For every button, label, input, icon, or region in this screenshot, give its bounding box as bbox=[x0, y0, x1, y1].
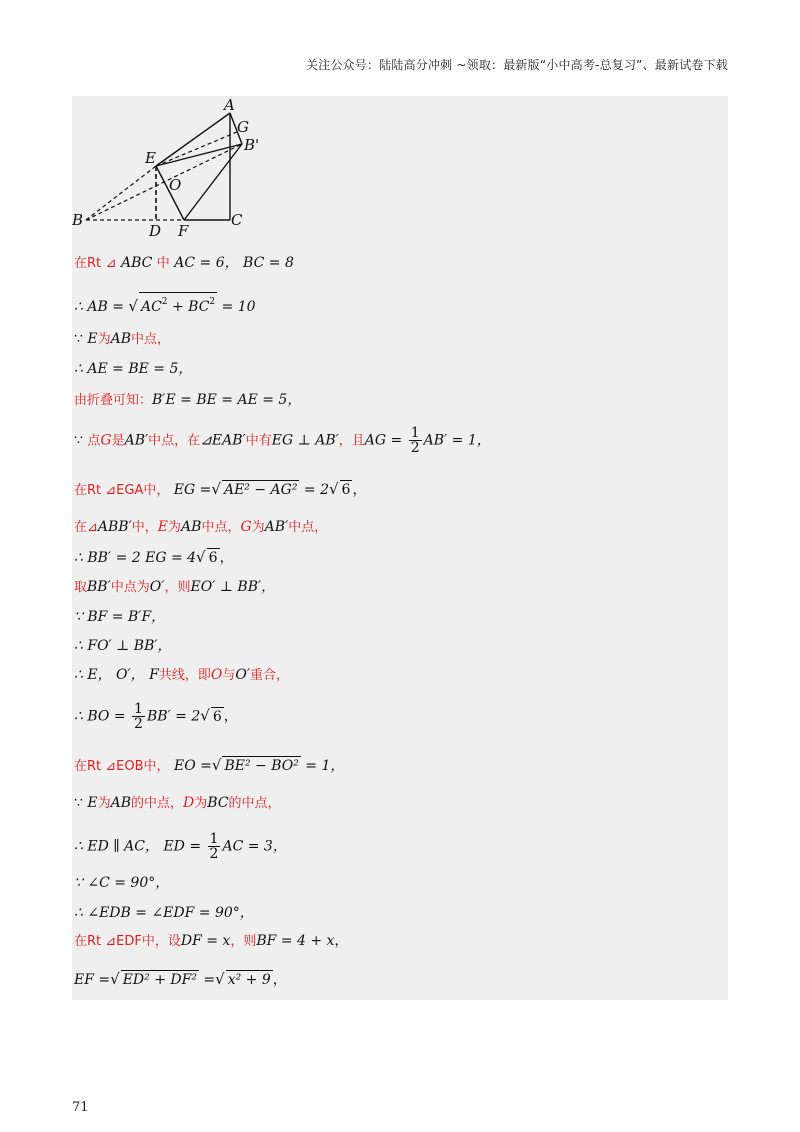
line-12: ∴ FO′ ⊥ BB′， bbox=[74, 638, 172, 654]
label-B-prime: B' bbox=[244, 136, 260, 154]
segment-FB-prime bbox=[184, 144, 242, 220]
line-21: EF =√ ED² + DF² =√ x² + 9 ， bbox=[74, 970, 287, 988]
line-16: ∵ E为AB的中点，D为BC的中点， bbox=[74, 795, 281, 811]
label-F: F bbox=[178, 222, 189, 240]
line-5: 由折叠可知：B′E = BE = AE = 5， bbox=[74, 392, 302, 408]
line-13: ∴ E， O′， F共线，即O与O′重合， bbox=[74, 667, 290, 683]
line-19: ∴ ∠EDB = ∠EDF = 90°， bbox=[74, 905, 254, 921]
line-2: ∴ AB = √ $AC^2 + BC^2 = 10$ bbox=[74, 292, 256, 316]
page-header: 关注公众号：陆陆高分冲刺 ~领取：最新版“小中高考-总复习”、最新试卷下载 bbox=[305, 58, 728, 72]
line-8: 在⊿ABB′中，E为AB中点，G为AB′中点， bbox=[74, 519, 328, 535]
segment-BE bbox=[86, 166, 156, 220]
line-18: ∵ ∠C = 90°， bbox=[74, 875, 170, 891]
line-10: 取BB′中点为O′，则EO′ ⊥ BB′， bbox=[74, 579, 276, 595]
segment-BB-prime bbox=[86, 144, 242, 220]
line-3: ∵ E为AB中点， bbox=[74, 331, 171, 347]
label-C: C bbox=[231, 211, 243, 229]
geometry-figure bbox=[72, 96, 302, 246]
line-11: ∵ BF = B′F， bbox=[74, 609, 166, 625]
solution-panel bbox=[72, 96, 728, 1000]
segment-EB-prime bbox=[156, 144, 242, 166]
label-G: G bbox=[237, 118, 249, 136]
line-14: ∴ BO = $\frac{1}{2}$ BB′ = 2√ 6 ， bbox=[74, 701, 238, 732]
page-number: 71 bbox=[72, 1100, 89, 1115]
label-A: A bbox=[224, 96, 235, 114]
label-E: E bbox=[145, 149, 156, 167]
line-17: ∴ ED ∥ AC， ED = $\frac{1}{2}$ AC = 3， bbox=[74, 831, 287, 862]
segment-AE bbox=[156, 113, 230, 166]
line-15: 在Rt ⊿EOB中， EO =√ BE² − BO² = 1， bbox=[74, 756, 345, 774]
line-4: ∴ AE = BE = 5， bbox=[74, 361, 193, 377]
label-D: D bbox=[149, 222, 162, 240]
line-7: 在Rt ⊿EGA中， EG =√ AE² − AG² = 2√ 6 ， bbox=[74, 480, 367, 498]
line-9: ∴ BB′ = 2 EG = 4√ 6 ， bbox=[74, 548, 234, 566]
label-B: B bbox=[72, 211, 84, 229]
line-6: ∵ 点G是AB′中点，在⊿EAB′中有EG ⊥ AB′，且AG = $\frac{1}{2}$ AB′ = 1， bbox=[74, 425, 491, 456]
line-20: 在Rt ⊿EDF中，设DF = x，则BF = 4 + x， bbox=[74, 933, 349, 949]
label-O: O bbox=[169, 176, 182, 194]
line-1: 在Rt ⊿ ABC 中 AC = 6， BC = 8 bbox=[74, 255, 294, 271]
